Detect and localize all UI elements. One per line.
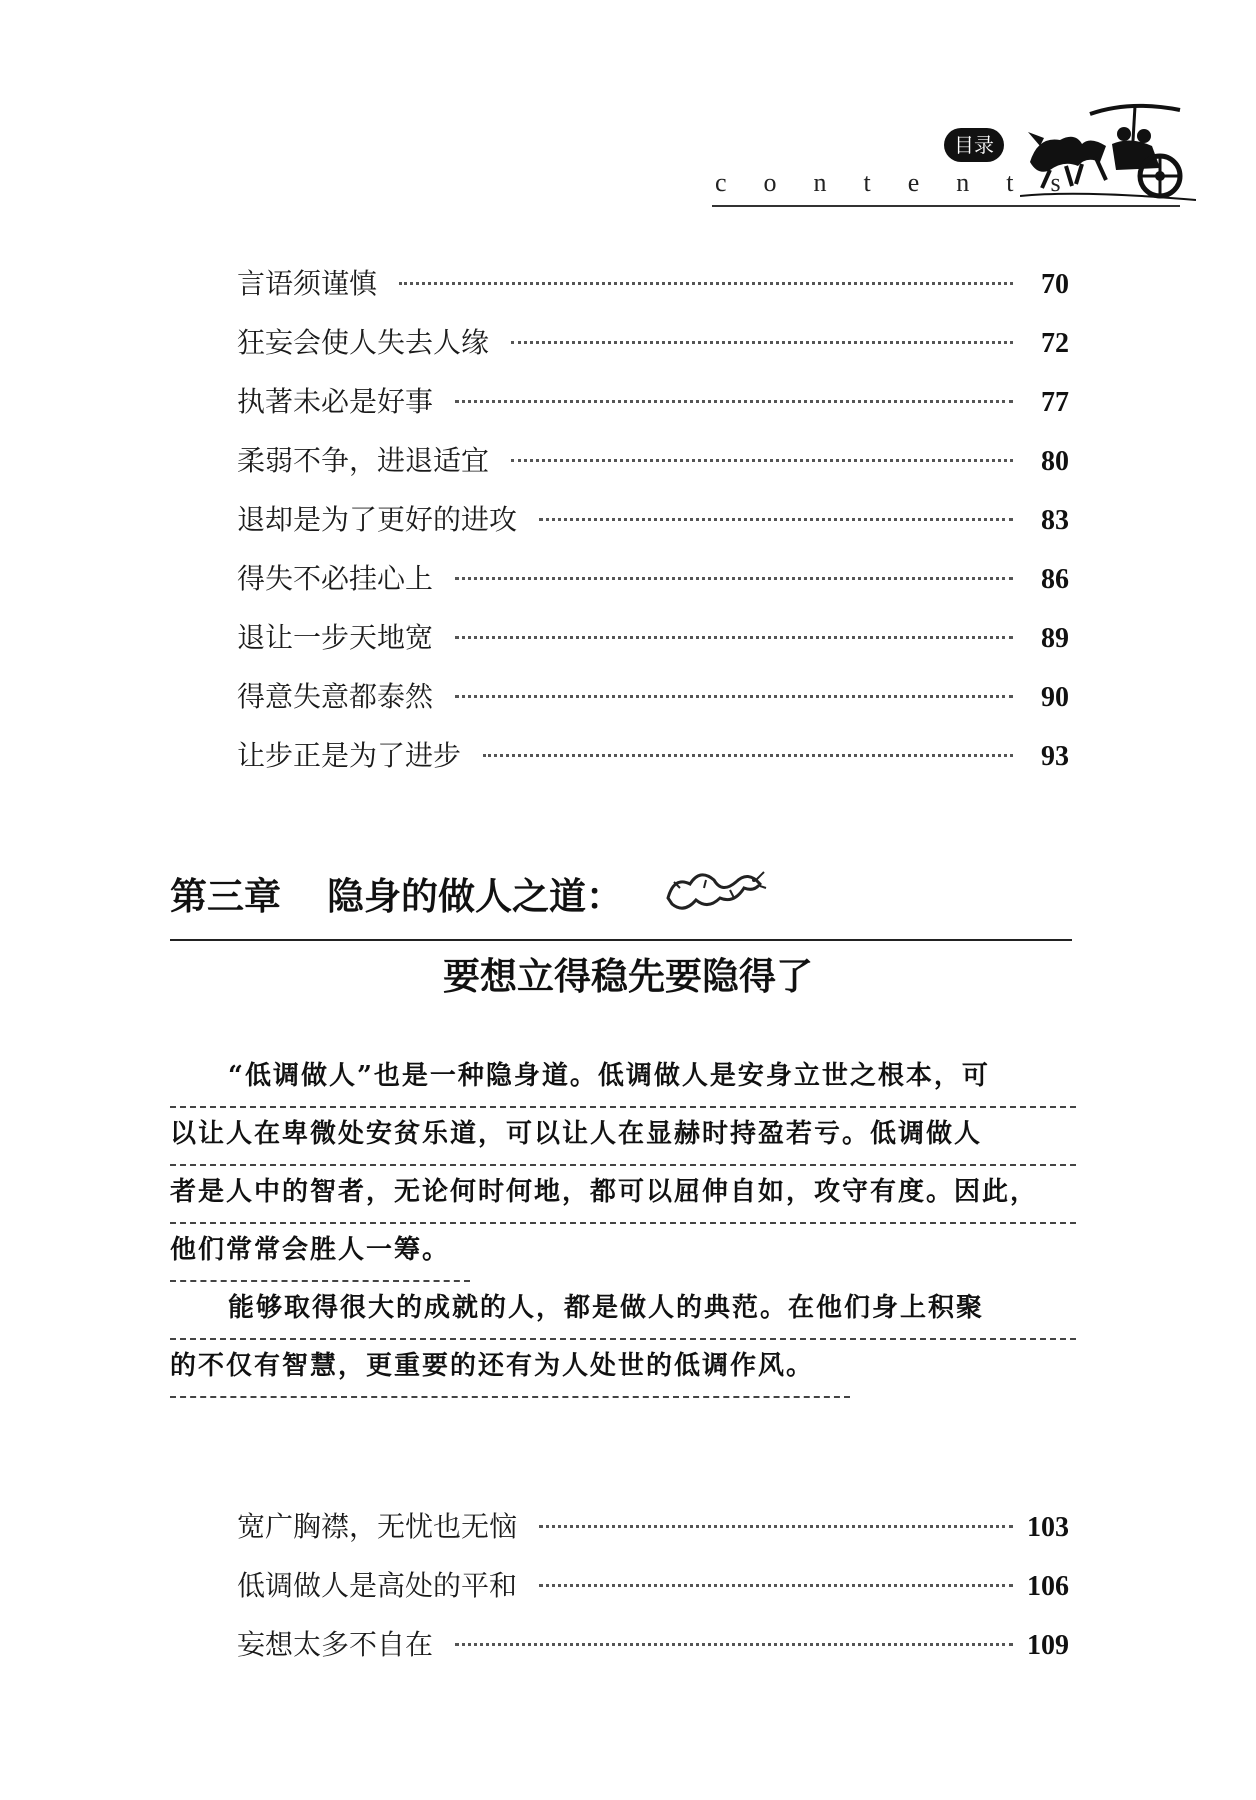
chapter-subtitle: 要想立得稳先要隐得了 (443, 955, 813, 998)
toc-item[interactable] (237, 380, 1069, 439)
toc-item[interactable] (237, 439, 1069, 498)
toc-title: 退却是为了更好的进攻 (237, 503, 518, 536)
toc-list-bottom (237, 1505, 1069, 1682)
toc-item[interactable] (237, 734, 1069, 793)
toc-page-number: 109 (1027, 1630, 1069, 1661)
toc-item[interactable] (237, 1564, 1069, 1623)
toc-item[interactable] (237, 1623, 1069, 1682)
toc-page-number: 70 (1041, 269, 1069, 300)
page-header (0, 0, 1256, 220)
toc-page-number: 93 (1041, 741, 1069, 772)
toc-title: 狂妄会使人失去人缘 (237, 326, 490, 359)
toc-title: 低调做人是高处的平和 (237, 1569, 518, 1602)
contents-word: contents (715, 168, 1098, 197)
toc-page-number: 80 (1041, 446, 1069, 477)
chapter-title: 隐身的做人之道： (327, 875, 623, 918)
toc-title: 执著未必是好事 (237, 385, 434, 418)
toc-page-number: 77 (1041, 387, 1069, 418)
toc-page-number: 72 (1041, 328, 1069, 359)
toc-leader-dots (539, 1584, 1013, 1587)
header-rule (712, 205, 1180, 207)
dragon-icon (660, 858, 768, 918)
toc-page-number: 83 (1041, 505, 1069, 536)
chapter-intro (170, 1050, 1076, 1398)
toc-page-number: 89 (1041, 623, 1069, 654)
toc-leader-dots (455, 577, 1013, 580)
toc-leader-dots (511, 341, 1013, 344)
toc-leader-dots (455, 400, 1013, 403)
toc-title: 妄想太多不自在 (237, 1628, 434, 1661)
toc-title: 让步正是为了进步 (237, 739, 462, 772)
intro-line: “低调做人”也是一种隐身道。低调做人是安身立世之根本，可 (170, 1050, 1076, 1108)
toc-list-top (237, 262, 1069, 793)
toc-title: 宽广胸襟，无忧也无恼 (237, 1510, 518, 1543)
toc-leader-dots (511, 459, 1013, 462)
toc-item[interactable] (237, 557, 1069, 616)
toc-page-number: 103 (1027, 1512, 1069, 1543)
toc-title: 得意失意都泰然 (237, 680, 434, 713)
toc-leader-dots (455, 1643, 1013, 1646)
chapter-heading (170, 862, 1070, 922)
toc-title: 得失不必挂心上 (237, 562, 434, 595)
toc-title: 言语须谨慎 (237, 267, 378, 300)
toc-leader-dots (455, 695, 1013, 698)
toc-leader-dots (455, 636, 1013, 639)
intro-line: 以让人在卑微处安贫乐道，可以让人在显赫时持盈若亏。低调做人 (170, 1108, 1076, 1166)
toc-page-number: 90 (1041, 682, 1069, 713)
intro-line: 能够取得很大的成就的人，都是做人的典范。在他们身上积聚 (170, 1282, 1076, 1340)
toc-leader-dots (539, 1525, 1013, 1528)
intro-line: 他们常常会胜人一筹。 (170, 1224, 470, 1282)
toc-leader-dots (399, 282, 1013, 285)
toc-leader-dots (539, 518, 1013, 521)
intro-line: 的不仅有智慧，更重要的还有为人处世的低调作风。 (170, 1340, 850, 1398)
toc-item[interactable] (237, 498, 1069, 557)
toc-item[interactable] (237, 1505, 1069, 1564)
chapter-rule (170, 939, 1072, 941)
contents-badge: 目录 (944, 128, 1004, 162)
toc-title: 退让一步天地宽 (237, 621, 434, 654)
toc-item[interactable] (237, 262, 1069, 321)
toc-item[interactable] (237, 616, 1069, 675)
toc-title: 柔弱不争，进退适宜 (237, 444, 490, 477)
toc-page-number: 106 (1027, 1571, 1069, 1602)
toc-page-number: 86 (1041, 564, 1069, 595)
toc-item[interactable] (237, 321, 1069, 380)
toc-leader-dots (483, 754, 1013, 757)
chapter-number: 第三章 (170, 875, 281, 918)
toc-item[interactable] (237, 675, 1069, 734)
intro-line: 者是人中的智者，无论何时何地，都可以屈伸自如，攻守有度。因此， (170, 1166, 1076, 1224)
